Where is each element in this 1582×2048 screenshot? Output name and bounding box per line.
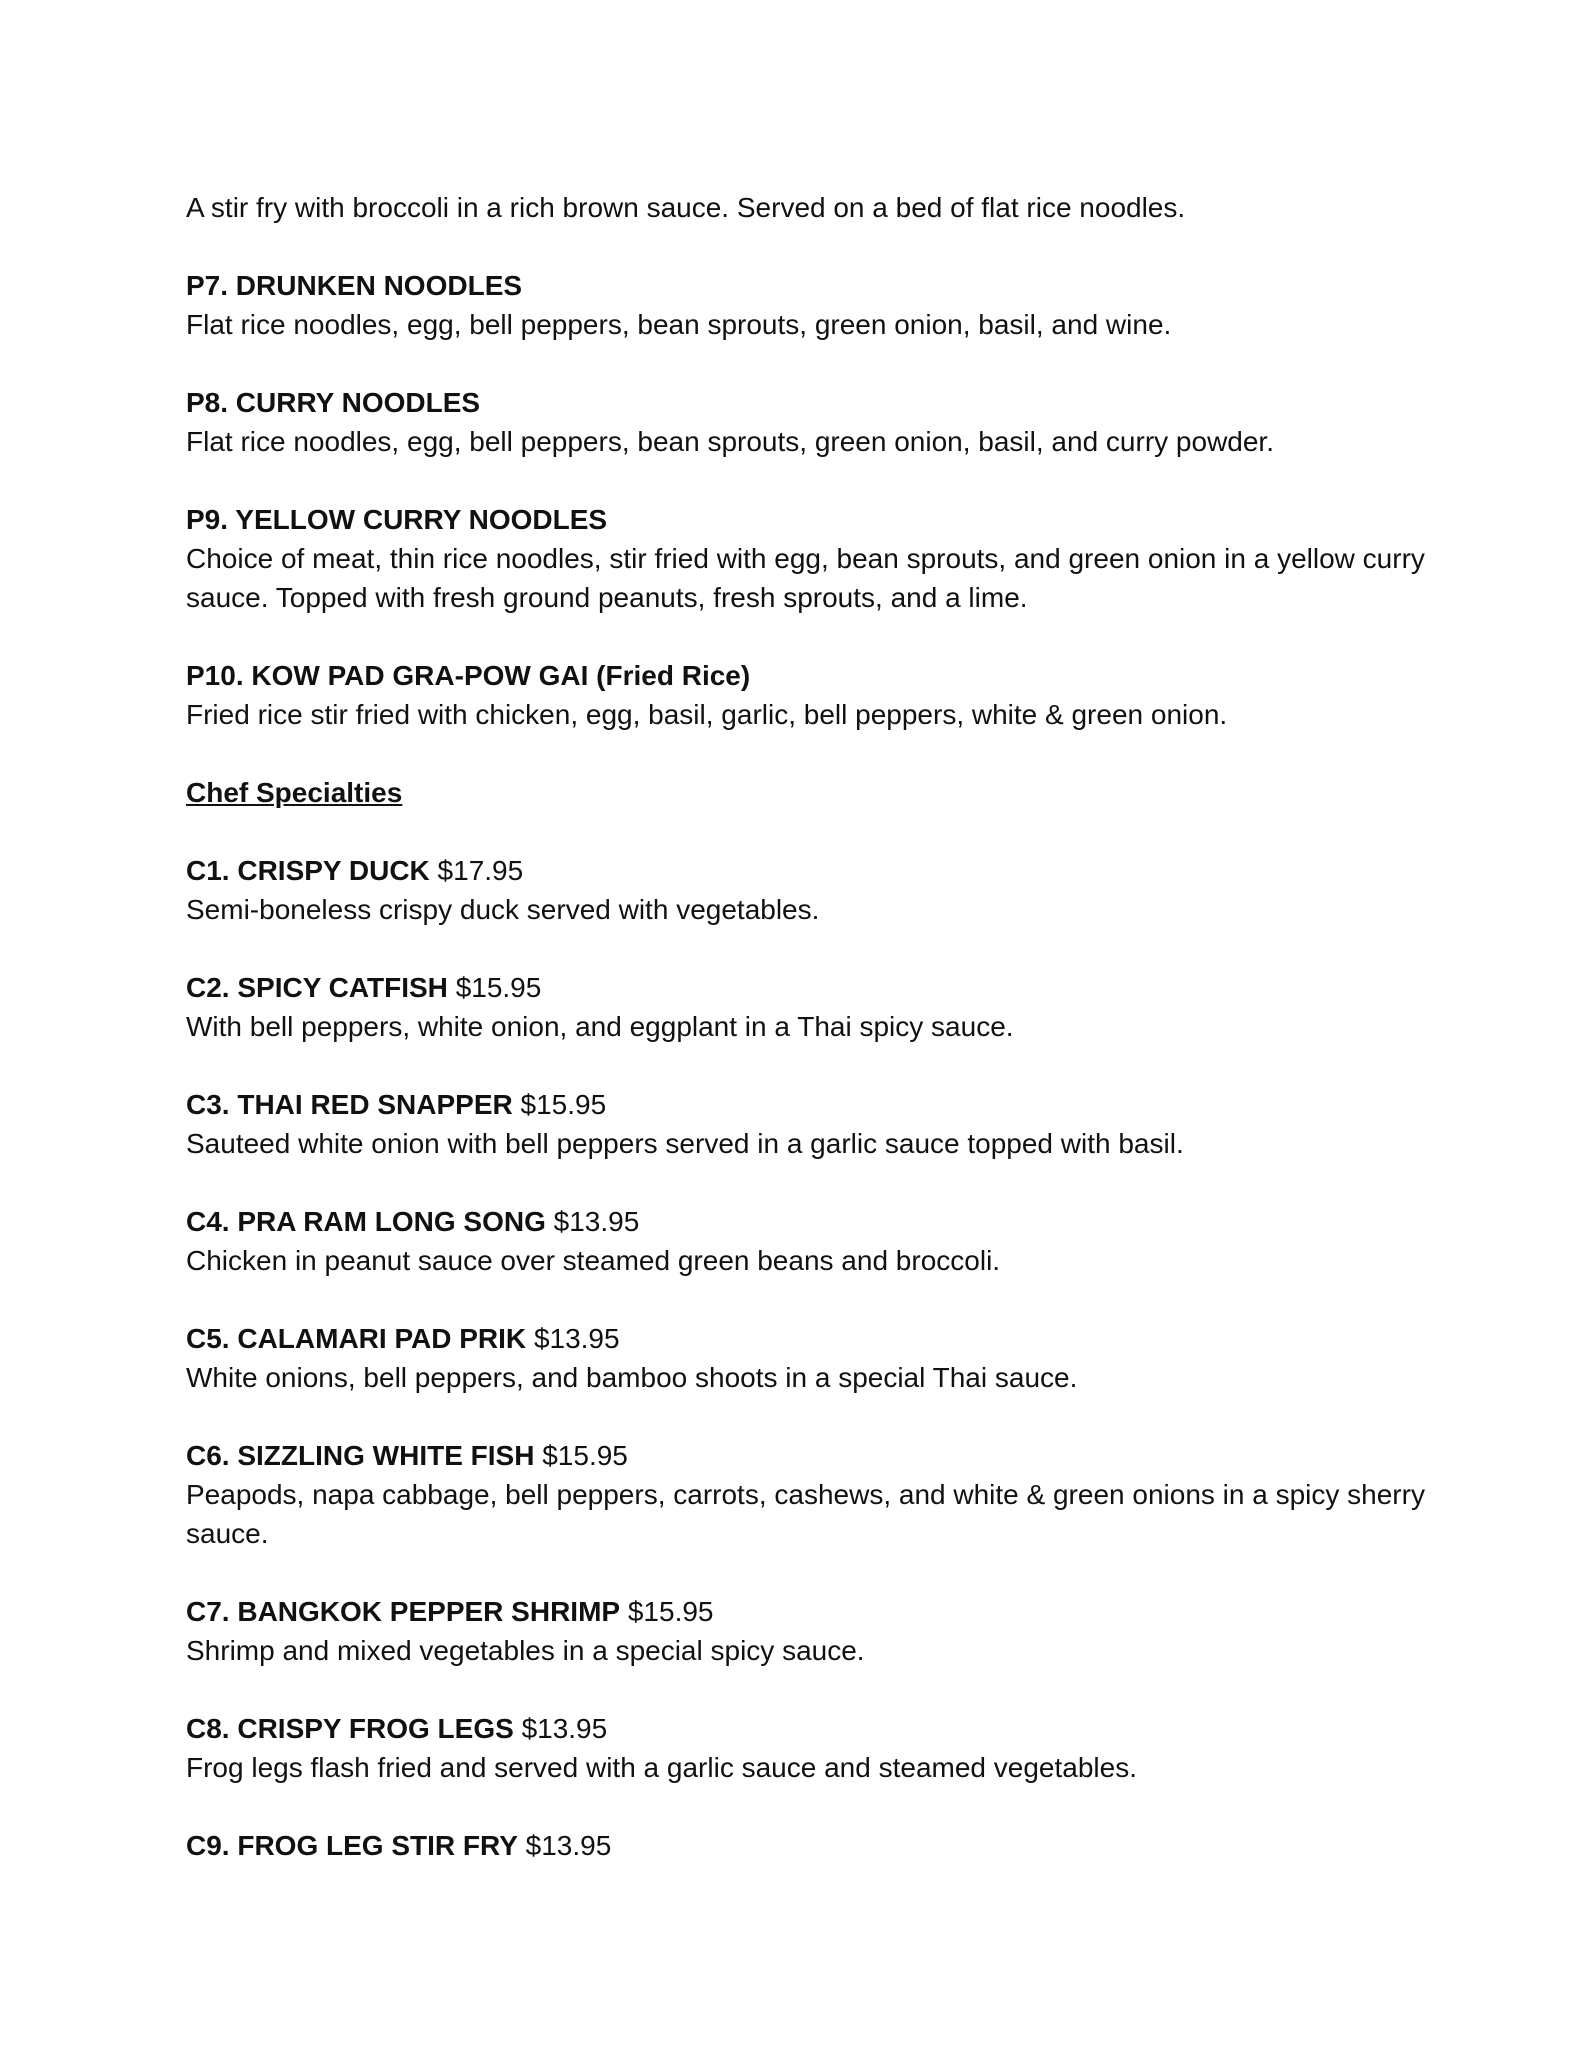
item-price: $13.95 (521, 1713, 608, 1744)
item-price: $13.95 (533, 1323, 620, 1354)
menu-item-c9 (186, 1826, 1426, 1865)
item-name: C2. SPICY CATFISH (186, 972, 448, 1003)
item-title (186, 500, 1426, 539)
item-name: C5. CALAMARI PAD PRIK (186, 1323, 527, 1354)
item-price: $15.95 (627, 1596, 714, 1627)
item-title (186, 1436, 1426, 1475)
item-price: $13.95 (525, 1830, 612, 1861)
item-name: C9. FROG LEG STIR FRY (186, 1830, 518, 1861)
item-title (186, 851, 1426, 890)
item-title (186, 1319, 1426, 1358)
item-description: Fried rice stir fried with chicken, egg, basil, garlic, bell peppers, white & green onion. (186, 699, 1228, 730)
item-description: Peapods, napa cabbage, bell peppers, carrots, cashews, and white & green onions in a spicy sherry sauce. (186, 1479, 1425, 1549)
item-title (186, 383, 1426, 422)
menu-page (186, 188, 1426, 1904)
item-name: C4. PRA RAM LONG SONG (186, 1206, 546, 1237)
item-description: Chicken in peanut sauce over steamed green beans and broccoli. (186, 1245, 1001, 1276)
item-title (186, 1592, 1426, 1631)
menu-item-c2 (186, 968, 1426, 1046)
item-title (186, 968, 1426, 1007)
item-title (186, 1202, 1426, 1241)
item-description: Flat rice noodles, egg, bell peppers, bean sprouts, green onion, basil, and wine. (186, 309, 1172, 340)
item-price: $15.95 (455, 972, 542, 1003)
menu-item-c3 (186, 1085, 1426, 1163)
item-title (186, 1085, 1426, 1124)
menu-item-p7 (186, 266, 1426, 344)
item-name: C6. SIZZLING WHITE FISH (186, 1440, 535, 1471)
item-price: $15.95 (520, 1089, 607, 1120)
item-description: Sauteed white onion with bell peppers served in a garlic sauce topped with basil. (186, 1128, 1184, 1159)
item-name: P7. DRUNKEN NOODLES (186, 270, 523, 301)
menu-item-c7 (186, 1592, 1426, 1670)
menu-item-p9 (186, 500, 1426, 617)
item-description: Semi-boneless crispy duck served with vegetables. (186, 894, 820, 925)
item-name: P8. CURRY NOODLES (186, 387, 481, 418)
item-description: Frog legs flash fried and served with a garlic sauce and steamed vegetables. (186, 1752, 1137, 1783)
item-description: White onions, bell peppers, and bamboo shoots in a special Thai sauce. (186, 1362, 1078, 1393)
item-title (186, 656, 1426, 695)
item-title (186, 1709, 1426, 1748)
item-price: $13.95 (553, 1206, 640, 1237)
item-name: C7. BANGKOK PEPPER SHRIMP (186, 1596, 621, 1627)
item-description: Choice of meat, thin rice noodles, stir fried with egg, bean sprouts, and green onion in a yellow curry sauce. Topped with fresh ground peanuts, fresh sprouts, and a lime. (186, 543, 1425, 613)
item-name: C3. THAI RED SNAPPER (186, 1089, 513, 1120)
intro-description: A stir fry with broccoli in a rich brown sauce. Served on a bed of flat rice noodles. (186, 192, 1186, 223)
item-title (186, 1826, 1426, 1865)
item-name: P9. YELLOW CURRY NOODLES (186, 504, 608, 535)
item-price: $17.95 (437, 855, 524, 886)
item-name: C8. CRISPY FROG LEGS (186, 1713, 514, 1744)
item-description: With bell peppers, white onion, and eggplant in a Thai spicy sauce. (186, 1011, 1014, 1042)
item-name: P10. KOW PAD GRA-POW GAI (Fried Rice) (186, 660, 751, 691)
section-heading-chef-specialties: Chef Specialties (186, 777, 403, 808)
item-description: Flat rice noodles, egg, bell peppers, bean sprouts, green onion, basil, and curry powder. (186, 426, 1274, 457)
menu-item-c6 (186, 1436, 1426, 1553)
menu-item-c5 (186, 1319, 1426, 1397)
item-price: $15.95 (542, 1440, 628, 1471)
item-title (186, 266, 1426, 305)
item-description: Shrimp and mixed vegetables in a special spicy sauce. (186, 1635, 865, 1666)
menu-item-c1 (186, 851, 1426, 929)
menu-item-p8 (186, 383, 1426, 461)
menu-item-c8 (186, 1709, 1426, 1787)
menu-item-p10 (186, 656, 1426, 734)
item-name: C1. CRISPY DUCK (186, 855, 430, 886)
menu-item-c4 (186, 1202, 1426, 1280)
